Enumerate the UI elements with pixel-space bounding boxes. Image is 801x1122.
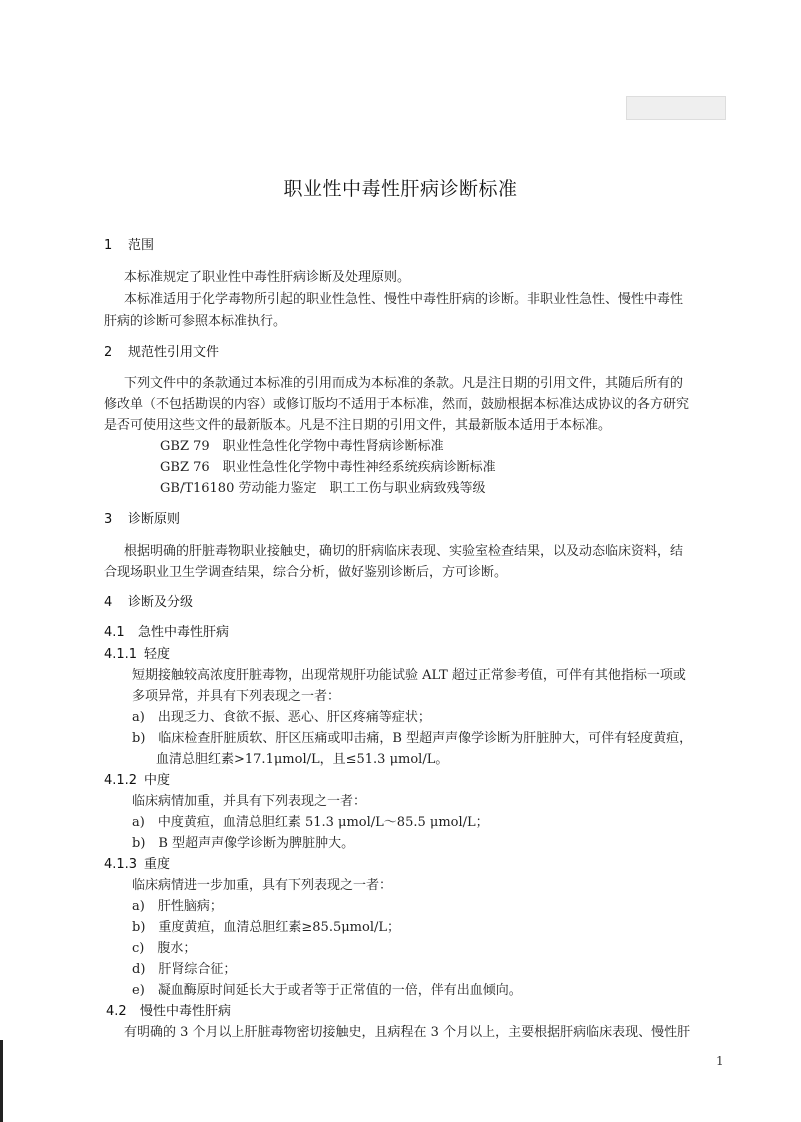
paragraph-line: 有明确的 3 个月以上肝脏毒物密切接触史，且病程在 3 个月以上，主要根据肝病临床表现、慢性肝 (124, 1025, 691, 1040)
subsection-heading: 4.1.1 轻度 (104, 647, 171, 662)
subsection-heading: 4.1.2 中度 (104, 773, 171, 788)
subsection-heading: 4.1.3 重度 (104, 857, 171, 872)
list-item: e) 凝血酶原时间延长大于或者等于正常值的一倍，伴有出血倾向。 (132, 983, 522, 998)
paragraph-line: 是否可使用这些文件的最新版本。凡是不注日期的引用文件，其最新版本适用于本标准。 (104, 418, 612, 433)
scan-stamp (626, 96, 726, 120)
section-heading: 2 规范性引用文件 (104, 345, 220, 360)
paragraph-line: 肝病的诊断可参照本标准执行。 (104, 314, 287, 329)
list-item: b) 重度黄疸，血清总胆红素≥85.5μmol/L； (132, 920, 401, 935)
paragraph-line: 修改单（不包括勘误的内容）或修订版均不适用于本标准，然而，鼓励根据本标准达成协议的各方研究 (104, 397, 690, 412)
list-item-continuation: 血清总胆红素>17.1μmol/L，且≤51.3 μmol/L。 (156, 752, 449, 767)
paragraph-line: 多项异常，并具有下列表现之一者： (132, 689, 341, 704)
paragraph-line: 短期接触较高浓度肝脏毒物，出现常规肝功能试验 ALT 超过正常参考值，可伴有其他指标一项或 (132, 668, 686, 683)
subsection-heading: 4.2 慢性中毒性肝病 (106, 1004, 232, 1019)
reference-item: GBZ 76 职业性急性化学物中毒性神经系统疾病诊断标准 (160, 460, 496, 475)
paragraph-line: 根据明确的肝脏毒物职业接触史，确切的肝病临床表现、实验室检查结果，以及动态临床资料，结 (124, 544, 684, 559)
paragraph-line: 下列文件中的条款通过本标准的引用而成为本标准的条款。凡是注日期的引用文件，其随后所有的 (124, 376, 684, 391)
scan-edge (0, 1040, 3, 1122)
list-item: a) 出现乏力、食欲不振、恶心、肝区疼痛等症状； (132, 710, 431, 725)
reference-item: GBZ 79 职业性急性化学物中毒性肾病诊断标准 (160, 439, 444, 454)
list-item: a) 肝性脑病； (132, 899, 223, 914)
paragraph-line: 本标准适用于化学毒物所引起的职业性急性、慢性中毒性肝病的诊断。非职业性急性、慢性中毒性 (124, 292, 684, 307)
section-heading: 4 诊断及分级 (104, 595, 194, 610)
list-item: c) 腹水； (132, 941, 197, 956)
list-item: d) 肝肾综合征； (132, 962, 237, 977)
section-heading: 1 范围 (104, 238, 155, 253)
list-item: b) B 型超声声像学诊断为脾脏肿大。 (132, 836, 355, 851)
page-number: 1 (716, 1054, 724, 1068)
section-heading: 3 诊断原则 (104, 512, 181, 527)
paragraph-line: 本标准规定了职业性中毒性肝病诊断及处理原则。 (124, 270, 411, 285)
paragraph-line: 合现场职业卫生学调查结果，综合分析，做好鉴别诊断后，方可诊断。 (104, 565, 508, 580)
paragraph-line: 临床病情加重，并具有下列表现之一者： (132, 794, 367, 809)
paragraph-line: 临床病情进一步加重，具有下列表现之一者： (132, 878, 393, 893)
list-item: a) 中度黄疸，血清总胆红素 51.3 μmol/L～85.5 μmol/L； (132, 815, 489, 830)
subsection-heading: 4.1 急性中毒性肝病 (104, 625, 230, 640)
page-title: 职业性中毒性肝病诊断标准 (283, 178, 518, 200)
list-item: b) 临床检查肝脏质软、肝区压痛或叩击痛，B 型超声声像学诊断为肝脏肿大，可伴有轻度黄疸， (132, 731, 693, 746)
reference-item: GB/T16180 劳动能力鉴定 职工工伤与职业病致残等级 (160, 481, 486, 496)
